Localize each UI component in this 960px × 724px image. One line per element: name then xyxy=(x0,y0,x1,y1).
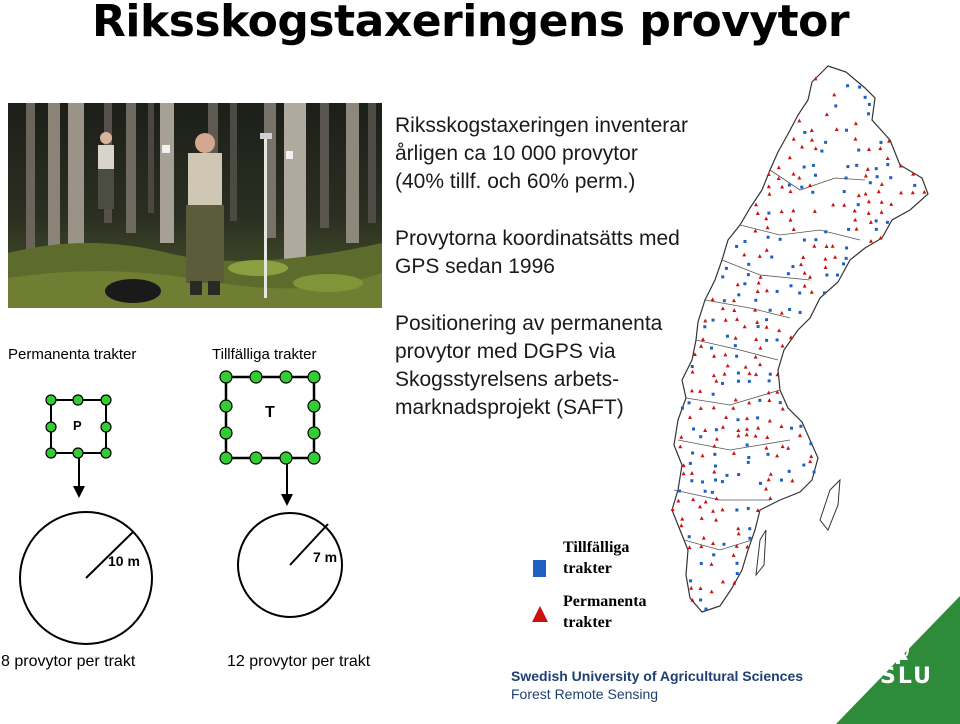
temporary-plot-point xyxy=(736,572,739,575)
temporary-plot-point xyxy=(790,284,793,287)
paragraph-gps xyxy=(395,225,680,281)
university-name: Swedish University of Agricultural Sciences xyxy=(511,668,804,684)
temporary-plot-point xyxy=(803,131,806,134)
temporary-plot-point xyxy=(787,272,790,275)
text-line: (40% tillf. och 60% perm.) xyxy=(395,170,636,193)
temporary-plot-point xyxy=(737,473,740,476)
permanent-plot-marker xyxy=(46,422,56,432)
temporary-plot-point xyxy=(712,319,715,322)
temporary-plot-point xyxy=(765,339,768,342)
temporary-plot-point xyxy=(776,290,779,293)
permanent-plot-marker xyxy=(46,448,56,458)
temporary-plot-point xyxy=(823,291,826,294)
temporary-plot-point xyxy=(754,299,757,302)
temporary-plot-point xyxy=(712,393,715,396)
temporary-plot-point xyxy=(876,175,879,178)
temporary-plot-point xyxy=(779,401,782,404)
forest-photo xyxy=(8,103,382,308)
temporary-plot-point xyxy=(788,470,791,473)
temporary-plot-point xyxy=(769,373,772,376)
temporary-plot-point xyxy=(759,482,762,485)
sweden-plot-map xyxy=(660,60,960,620)
temporary-plot-point xyxy=(712,553,715,556)
text-line: Provytorna koordinatsätts med xyxy=(395,227,680,250)
temporary-plot-point xyxy=(699,435,702,438)
temporary-plot-marker xyxy=(220,400,232,412)
temporary-plot-point xyxy=(802,464,805,467)
legend-temporary-label xyxy=(563,537,629,579)
temporary-plot-point xyxy=(737,380,740,383)
page-title: Riksskogstaxeringens provytor xyxy=(92,0,850,47)
temporary-plot-point xyxy=(834,104,837,107)
department-name: Forest Remote Sensing xyxy=(511,686,659,702)
temporary-plot-marker xyxy=(308,427,320,439)
temporary-plot-point xyxy=(758,399,761,402)
temporary-plot-point xyxy=(864,96,867,99)
temporary-plot-marker xyxy=(308,371,320,383)
temporary-plot-point xyxy=(800,186,803,189)
temporary-plot-point xyxy=(703,325,706,328)
temporary-plot-point xyxy=(776,338,779,341)
temporary-plot-point xyxy=(842,262,845,265)
temporary-plot-point xyxy=(691,452,694,455)
temporary-plot-point xyxy=(811,191,814,194)
temporary-plot-point xyxy=(766,453,769,456)
temporary-plot-point xyxy=(843,190,846,193)
temporary-plot-point xyxy=(814,238,817,241)
temporary-plot-marker xyxy=(220,371,232,383)
permanent-plot-marker xyxy=(101,395,111,405)
temporary-plot-point xyxy=(721,275,724,278)
temporary-plot-point xyxy=(714,465,717,468)
temporary-plot-point xyxy=(688,401,691,404)
temporary-plot-point xyxy=(735,355,738,358)
permanent-radius-label: 10 m xyxy=(108,553,140,569)
permanent-plot-marker xyxy=(101,448,111,458)
temporary-plot-point xyxy=(845,246,848,249)
temporary-plot-point xyxy=(803,239,806,242)
temporary-plot-point xyxy=(746,443,749,446)
plot-layout-diagram xyxy=(0,360,390,650)
temporary-plot-point xyxy=(747,461,750,464)
permanent-cluster-label: Permanenta trakter xyxy=(8,346,137,363)
temporary-plot-point xyxy=(725,267,728,270)
temporary-plot-point xyxy=(812,164,815,167)
temporary-plot-point xyxy=(813,471,816,474)
temporary-plot-point xyxy=(748,537,751,540)
temporary-plot-point xyxy=(767,212,770,215)
temporary-plot-point xyxy=(747,263,750,266)
temporary-plot-point xyxy=(748,527,751,530)
temporary-plot-point xyxy=(820,150,823,153)
temporary-plot-point xyxy=(726,335,729,338)
legend-line: Tillfälliga xyxy=(563,539,630,556)
legend-symbols xyxy=(530,558,550,628)
temporary-plot-point xyxy=(855,164,858,167)
temporary-plot-point xyxy=(699,598,702,601)
temporary-plot-point xyxy=(857,149,860,152)
temporary-plot-point xyxy=(747,273,750,276)
temporary-plot-point xyxy=(846,84,849,87)
temporary-plot-point xyxy=(734,344,737,347)
temporary-plot-point xyxy=(688,535,691,538)
text-line: årligen ca 10 000 provytor xyxy=(395,142,638,165)
temporary-plot-point xyxy=(858,86,861,89)
temporary-plot-point xyxy=(710,347,713,350)
temporary-plot-point xyxy=(799,311,802,314)
temporary-plot-point xyxy=(799,425,802,428)
temporary-plot-point xyxy=(743,282,746,285)
text-line: GPS sedan 1996 xyxy=(395,255,555,278)
permanent-plot-marker xyxy=(73,448,83,458)
temporary-plot-point xyxy=(711,491,714,494)
temporary-plot-point xyxy=(770,256,773,259)
temporary-plot-point xyxy=(735,509,738,512)
temporary-plot-point xyxy=(765,318,768,321)
permanent-plot-marker xyxy=(73,395,83,405)
temporary-plot-point xyxy=(722,543,725,546)
text-line: provytor med DGPS via xyxy=(395,340,616,363)
permanent-plot-marker xyxy=(101,422,111,432)
temporary-plot-point xyxy=(779,238,782,241)
temporary-radius-label: 7 m xyxy=(313,549,338,565)
temporary-plot-point xyxy=(678,489,681,492)
slu-logo xyxy=(836,576,960,724)
temporary-plot-point xyxy=(747,456,750,459)
temporary-plot-point xyxy=(700,562,703,565)
temporary-plot-point xyxy=(889,176,892,179)
temporary-plot-point xyxy=(704,608,707,611)
temporary-plot-point xyxy=(788,184,791,187)
temporary-plot-point xyxy=(824,230,827,233)
temporary-plot-marker xyxy=(250,371,262,383)
temporary-plot-point xyxy=(769,309,772,312)
temporary-plot-point xyxy=(857,203,860,206)
temporary-plot-marker xyxy=(308,452,320,464)
temporary-plot-point xyxy=(847,228,850,231)
temporary-plot-point xyxy=(743,240,746,243)
legend-line: trakter xyxy=(563,614,612,631)
temporary-plots-caption: 12 provytor per trakt xyxy=(227,653,371,670)
temporary-plot-point xyxy=(913,184,916,187)
temporary-plot-point xyxy=(713,453,716,456)
temporary-plot-marker xyxy=(220,452,232,464)
temporary-plot-point xyxy=(886,221,889,224)
permanent-cluster-letter: P xyxy=(73,418,82,433)
temporary-plot-point xyxy=(780,479,783,482)
temporary-plot-point xyxy=(723,299,726,302)
temporary-plot-point xyxy=(879,141,882,144)
permanent-plot-marker xyxy=(46,395,56,405)
temporary-plot-point xyxy=(737,293,740,296)
temporary-plot-marker xyxy=(250,452,262,464)
temporary-plot-point xyxy=(748,380,751,383)
temporary-plot-point xyxy=(814,174,817,177)
temporary-plot-point xyxy=(768,379,771,382)
temporary-plot-marker xyxy=(280,371,292,383)
temporary-plot-point xyxy=(721,382,724,385)
text-line: marknadsprojekt (SAFT) xyxy=(395,396,624,419)
temporary-plot-marker xyxy=(220,427,232,439)
temporary-plot-point xyxy=(735,245,738,248)
temporary-plot-point xyxy=(791,265,794,268)
temporary-plot-point xyxy=(803,166,806,169)
temporary-plot-point xyxy=(845,177,848,180)
temporary-plot-point xyxy=(721,480,724,483)
temporary-plot-point xyxy=(747,507,750,510)
temporary-plot-point xyxy=(725,474,728,477)
temporary-plot-point xyxy=(825,274,828,277)
temporary-plot-point xyxy=(824,141,827,144)
text-line: Riksskogstaxeringen inventerar xyxy=(395,114,688,137)
temporary-plot-marker xyxy=(280,452,292,464)
temporary-plot-point xyxy=(869,181,872,184)
temporary-plot-point xyxy=(875,167,878,170)
temporary-plot-marker xyxy=(308,400,320,412)
temporary-plot-point xyxy=(737,372,740,375)
temporary-plot-point xyxy=(690,479,693,482)
text-line: Positionering av permanenta xyxy=(395,312,663,335)
legend-permanent-symbol xyxy=(532,606,548,622)
temporary-plot-point xyxy=(736,562,739,565)
temporary-plot-point xyxy=(757,325,760,328)
temporary-cluster-label: Tillfälliga trakter xyxy=(212,346,317,363)
temporary-plot-point xyxy=(868,103,871,106)
temporary-plot-point xyxy=(689,579,692,582)
temporary-plot-point xyxy=(715,428,718,431)
legend-line: Permanenta xyxy=(563,593,647,610)
temporary-plot-point xyxy=(691,365,694,368)
permanent-plots-caption: 8 provytor per trakt xyxy=(1,653,136,670)
temporary-plot-point xyxy=(845,129,848,132)
temporary-plot-point xyxy=(689,462,692,465)
temporary-plot-point xyxy=(875,228,878,231)
temporary-plot-point xyxy=(886,163,889,166)
temporary-plot-point xyxy=(809,442,812,445)
temporary-cluster-letter: T xyxy=(265,404,275,421)
temporary-plot-point xyxy=(875,219,878,222)
legend-temporary-symbol xyxy=(533,560,546,577)
temporary-plot-point xyxy=(867,112,870,115)
paragraph-dgps xyxy=(395,310,662,422)
temporary-plot-point xyxy=(790,427,793,430)
paragraph-annual-inventory xyxy=(395,112,688,196)
temporary-plot-point xyxy=(681,407,684,410)
temporary-plot-point xyxy=(701,480,704,483)
temporary-plot-point xyxy=(798,292,801,295)
slu-logo-text: SLU xyxy=(880,664,933,689)
temporary-plot-point xyxy=(736,418,739,421)
temporary-plot-point xyxy=(714,478,717,481)
text-line: Skogsstyrelsens arbets- xyxy=(395,368,620,391)
temporary-plot-point xyxy=(704,490,707,493)
temporary-plot-point xyxy=(767,236,770,239)
legend-permanent-label xyxy=(563,591,647,633)
temporary-plot-point xyxy=(788,308,791,311)
temporary-plot-point xyxy=(846,165,849,168)
temporary-plot-point xyxy=(756,416,759,419)
legend-line: trakter xyxy=(563,560,612,577)
temporary-plot-point xyxy=(836,274,839,277)
temporary-plot-point xyxy=(845,257,848,260)
temporary-plot-point xyxy=(692,427,695,430)
